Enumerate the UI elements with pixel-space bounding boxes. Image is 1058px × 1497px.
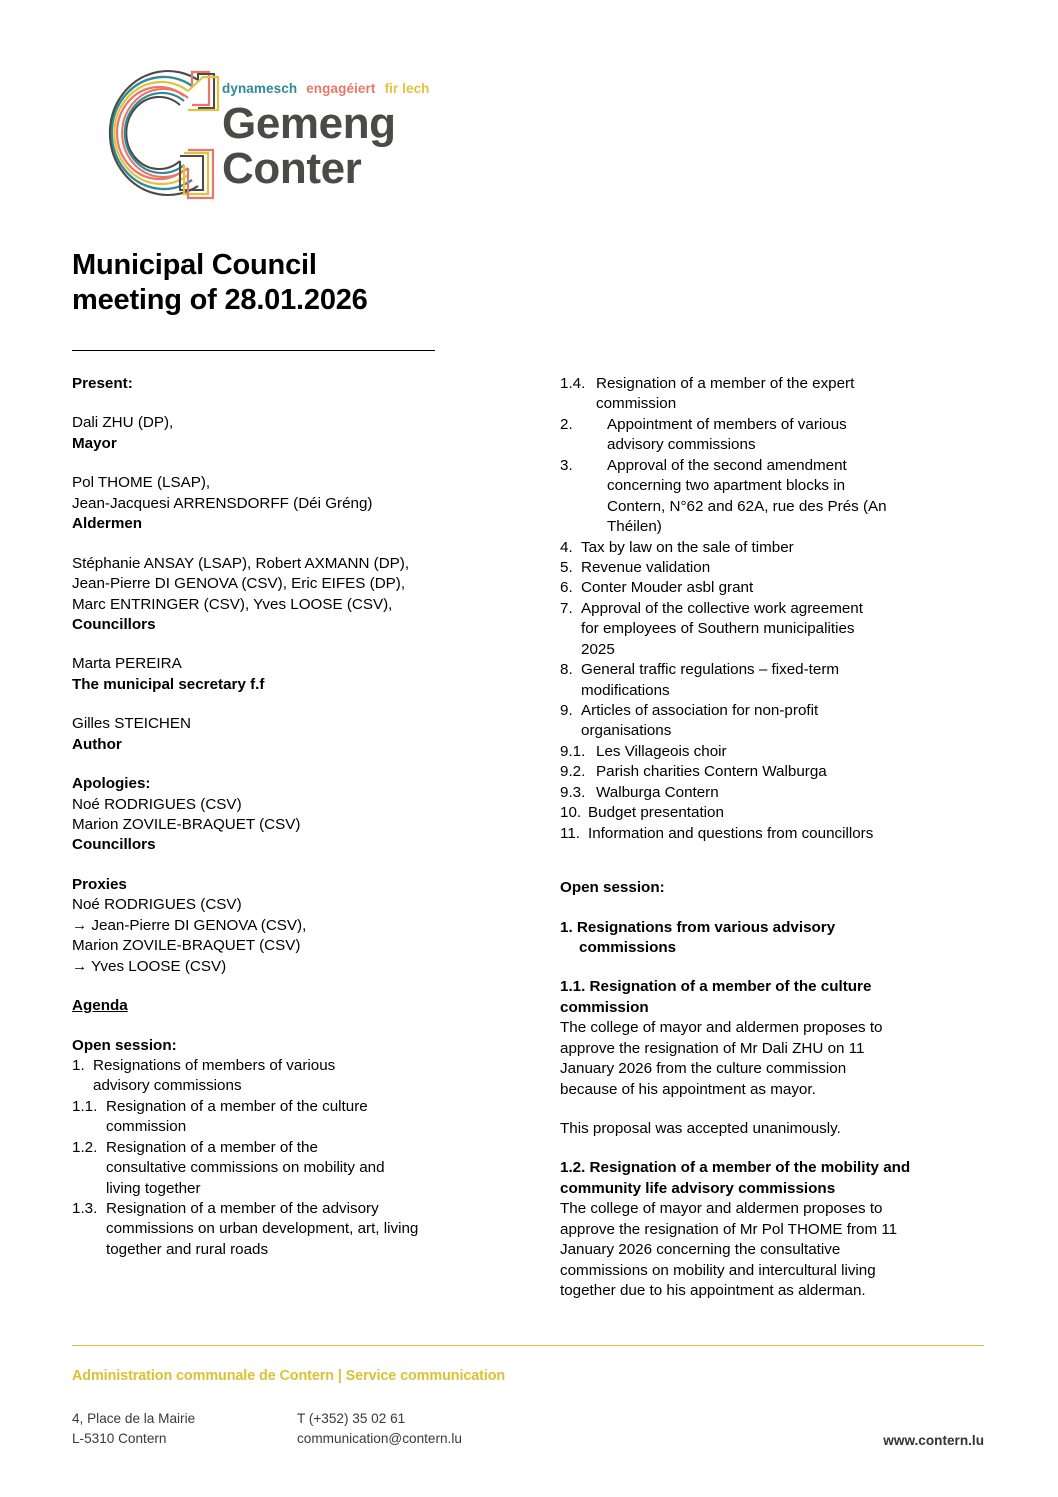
section-1-2-body-line-5: together due to his appointment as alderman.: [560, 1282, 866, 1300]
agenda-item-line: consultative commissions on mobility and: [106, 1159, 385, 1177]
aldermen-entry: [72, 473, 502, 534]
agenda-item-number: 1.: [72, 1056, 85, 1074]
footer-address-line-2: L-5310 Contern: [72, 1431, 167, 1447]
title-divider: [72, 350, 435, 351]
agenda-item: [560, 456, 980, 538]
page-title-line-1: Municipal Council: [72, 249, 317, 281]
agenda-item: [72, 1199, 502, 1260]
footer-contact: [297, 1409, 462, 1449]
apologies-heading: Apologies:: [72, 775, 151, 793]
agenda-item-line: living together: [106, 1179, 201, 1197]
agenda-item-line: Contern, N°62 and 62A, rue des Prés (An: [607, 497, 887, 515]
agenda-item-line: Resignation of a member of the expert: [596, 375, 855, 392]
section-1-2-body-line-3: January 2026 concerning the consultative: [560, 1241, 841, 1259]
agenda-item: [560, 803, 980, 823]
agenda-item-line: together and rural roads: [106, 1240, 269, 1258]
agenda-item-line: Budget presentation: [588, 804, 724, 822]
apologies-role: Councillors: [72, 836, 156, 854]
agenda-item-number: 9.1.: [560, 742, 586, 760]
agenda-item-line: Conter Mouder asbl grant: [581, 579, 754, 597]
agenda-item-line: Resignation of a member of the culture: [106, 1097, 368, 1115]
agenda-item-line: General traffic regulations – fixed-term: [581, 661, 840, 679]
right-open-session-heading: Open session:: [560, 879, 665, 897]
section-1-1-body-line-4: because of his appointment as mayor.: [560, 1080, 816, 1098]
section-1-heading-line-2: commissions: [579, 938, 677, 956]
section-1-1-body-line-1: The college of mayor and aldermen proposes to: [560, 1019, 883, 1037]
alderman-name-2: Jean-Jacquesi ARRENSDORFF (Déi Gréng): [72, 494, 373, 512]
brand-line-1: Gemeng: [222, 98, 396, 148]
secretary-entry: [72, 654, 502, 695]
agenda-item-line: concerning two apartment blocks in: [607, 477, 846, 495]
agenda-item-line: commissions on urban development, art, living: [106, 1220, 419, 1238]
apologies-entry: [72, 774, 502, 856]
agenda-item: [560, 701, 980, 742]
agenda-item: [560, 578, 980, 598]
agenda-item-number: 9.: [560, 702, 573, 719]
agenda-item: [560, 660, 980, 701]
agenda-item: [560, 415, 980, 456]
agenda-item: [72, 1056, 502, 1097]
agenda-item-line: Les Villageois choir: [596, 742, 727, 760]
author-role: Author: [72, 735, 122, 753]
agenda-item-line: organisations: [581, 722, 672, 740]
agenda-item-number: 6.: [560, 579, 573, 597]
agenda-item: [560, 762, 980, 782]
right-column: [560, 374, 980, 1302]
section-1-heading: [560, 918, 980, 959]
proxies-heading: Proxies: [72, 875, 127, 893]
footer-website[interactable]: www.contern.lu: [883, 1433, 984, 1449]
agenda-item: [560, 824, 980, 844]
page-title: [72, 248, 552, 319]
agenda-item: [72, 1097, 502, 1138]
section-1-1-heading-line-1: 1.1. Resignation of a member of the culture: [560, 978, 872, 996]
section-1-2: [560, 1158, 980, 1301]
councillor-names-1: Stéphanie ANSAY (LSAP), Robert AXMANN (DP),: [72, 554, 410, 572]
section-1-2-heading-line-2: community life advisory commissions: [560, 1179, 836, 1197]
left-open-session-heading: Open session:: [72, 1036, 177, 1054]
footer-address-line-1: 4, Place de la Mairie: [72, 1411, 196, 1427]
agenda-item-line: Walburga Contern: [596, 783, 719, 801]
agenda-item-line: Tax by law on the sale of timber: [581, 538, 794, 556]
section-1-2-heading-line-1: 1.2. Resignation of a member of the mobility and: [560, 1159, 911, 1177]
agenda-item: [560, 783, 980, 803]
proxy-line-1: Noé RODRIGUES (CSV): [72, 896, 242, 914]
agenda-item-line: Approval of the second amendment: [607, 456, 847, 474]
agenda-item-line: Théilen): [607, 518, 662, 536]
agenda-heading: Agenda: [72, 997, 128, 1015]
agenda-item-number: 7.: [560, 599, 573, 617]
apologies-name-2: Marion ZOVILE-BRAQUET (CSV): [72, 816, 301, 833]
agenda-item-number: 9.3.: [560, 783, 586, 801]
agenda-item-line: Resignation of a member of the: [106, 1138, 318, 1156]
aldermen-role: Aldermen: [72, 515, 143, 533]
footer-heading: Administration communale de Contern | Service communication: [72, 1368, 506, 1384]
agenda-item-number: 1.4.: [560, 375, 586, 392]
agenda-item: [560, 538, 980, 558]
councillor-names-2: Jean-Pierre DI GENOVA (CSV), Eric EIFES (DP),: [72, 575, 406, 593]
agenda-item-line: 2025: [581, 640, 615, 658]
agenda-item-line: Parish charities Contern Walburga: [596, 763, 827, 781]
secretary-role: The municipal secretary f.f: [72, 675, 265, 693]
secretary-name: Marta PEREIRA: [72, 655, 182, 673]
proxy-line-3: Marion ZOVILE-BRAQUET (CSV): [72, 937, 301, 955]
agenda-item-line: Resignation of a member of the advisory: [106, 1200, 379, 1217]
section-1-1: [560, 977, 980, 1139]
section-1-heading-line-1: 1. Resignations from various advisory: [560, 918, 836, 936]
alderman-name-1: Pol THOME (LSAP),: [72, 474, 211, 492]
agenda-item-line: commission: [106, 1118, 187, 1136]
agenda-item-number: 4.: [560, 538, 573, 556]
agenda-item-line: Resignations of members of various: [93, 1056, 336, 1074]
author-name: Gilles STEICHEN: [72, 715, 191, 733]
councillors-role: Councillors: [72, 615, 156, 633]
section-1-1-result: This proposal was accepted unanimously.: [560, 1120, 841, 1137]
mayor-name: Dali ZHU (DP),: [72, 414, 174, 432]
section-1-2-body-line-4: commissions on mobility and intercultural living: [560, 1261, 876, 1279]
logo-c-mark-icon: [72, 58, 222, 208]
page-title-line-2: meeting of 28.01.2026: [72, 284, 368, 317]
agenda-list-left: [72, 1056, 502, 1260]
footer-email[interactable]: communication@contern.lu: [297, 1431, 462, 1447]
agenda-item-line: modifications: [581, 681, 670, 699]
agenda-item-number: 2.: [560, 415, 573, 433]
agenda-item: [560, 374, 980, 415]
agenda-item-number: 5.: [560, 558, 573, 576]
agenda-item-line: advisory commissions: [607, 436, 756, 454]
agenda-item-line: commission: [596, 395, 677, 413]
author-entry: [72, 714, 502, 755]
tagline-word-1: dynamesch: [222, 81, 298, 96]
agenda-item-number: 1.1.: [72, 1097, 98, 1115]
councillors-entry: [72, 554, 502, 636]
agenda-item: [560, 599, 980, 660]
agenda-item: [560, 558, 980, 578]
proxy-line-2: → Jean-Pierre DI GENOVA (CSV),: [72, 916, 307, 934]
agenda-item-number: 9.2.: [560, 763, 586, 781]
section-1-1-heading-line-2: commission: [560, 998, 649, 1016]
agenda-item-number: 8.: [560, 661, 573, 679]
agenda-item-line: Approval of the collective work agreement: [581, 599, 863, 617]
section-1-2-body-line-1: The college of mayor and aldermen proposes to: [560, 1200, 883, 1218]
agenda-item: [560, 742, 980, 762]
agenda-item-number: 3.: [560, 456, 573, 474]
agenda-item-number: 1.2.: [72, 1138, 98, 1156]
agenda-item-line: for employees of Southern municipalities: [581, 620, 855, 638]
gemeng-conter-logo: [72, 58, 492, 218]
agenda-list-right: [560, 374, 980, 844]
apologies-name-1: Noé RODRIGUES (CSV): [72, 795, 242, 813]
agenda-item-line: Articles of association for non-profit: [581, 702, 819, 719]
mayor-entry: [72, 413, 502, 454]
brand-name: [222, 98, 492, 194]
logo-wordmark: [222, 82, 492, 192]
footer-divider: [72, 1345, 984, 1346]
section-1-2-body-line-2: approve the resignation of Mr Pol THOME from 11: [560, 1220, 898, 1238]
logo-tagline: [222, 82, 492, 96]
agenda-item-number: 1.3.: [72, 1200, 98, 1217]
agenda-item: [72, 1138, 502, 1199]
brand-line-2: Conter: [222, 144, 362, 194]
tagline-word-3: fir lech: [384, 81, 430, 96]
section-1-1-body-line-3: January 2026 from the culture commission: [560, 1060, 847, 1078]
left-column: [72, 374, 502, 1260]
agenda-item-line: advisory commissions: [93, 1077, 242, 1095]
agenda-item-line: Information and questions from councillors: [588, 824, 874, 842]
agenda-item-number: 10.: [560, 804, 582, 822]
proxy-line-4: → Yves LOOSE (CSV): [72, 957, 227, 975]
footer-address: [72, 1409, 195, 1449]
section-1-1-body-line-2: approve the resignation of Mr Dali ZHU on 11: [560, 1039, 865, 1057]
agenda-item-line: Appointment of members of various: [607, 415, 847, 433]
proxies-entry: [72, 875, 502, 977]
page-footer: [72, 1366, 984, 1449]
tagline-word-2: engagéiert: [306, 81, 376, 96]
footer-phone: T (+352) 35 02 61: [297, 1411, 406, 1427]
agenda-item-line: Revenue validation: [581, 558, 711, 576]
mayor-role: Mayor: [72, 434, 117, 452]
councillor-names-3: Marc ENTRINGER (CSV), Yves LOOSE (CSV),: [72, 595, 393, 613]
present-heading: Present:: [72, 375, 133, 392]
agenda-item-number: 11.: [560, 824, 580, 842]
